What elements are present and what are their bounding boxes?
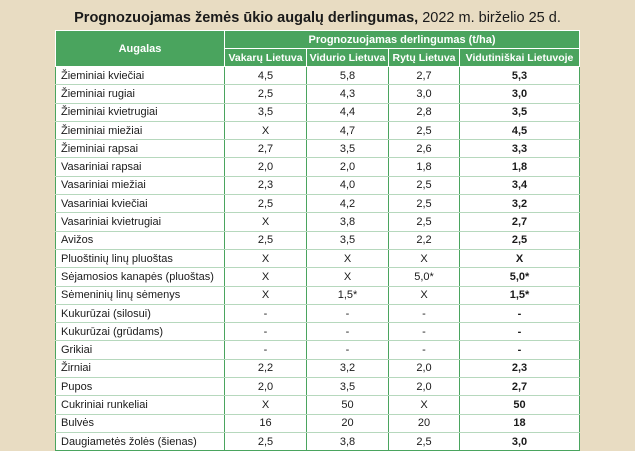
cell-average: 3,0 — [460, 432, 580, 450]
table-row — [56, 121, 580, 139]
cell-central: 4,0 — [307, 176, 389, 194]
cell-east: 2,5 — [389, 195, 460, 213]
cell-west: 3,5 — [225, 103, 307, 121]
cell-central: 4,4 — [307, 103, 389, 121]
cell-west: X — [225, 268, 307, 286]
crop-name: Cukriniai runkeliai — [56, 396, 225, 414]
cell-central: 3,5 — [307, 231, 389, 249]
cell-average: 2,7 — [460, 378, 580, 396]
cell-east: X — [389, 396, 460, 414]
cell-west: X — [225, 213, 307, 231]
cell-average: X — [460, 249, 580, 267]
cell-west: 16 — [225, 414, 307, 432]
cell-central: 2,0 — [307, 158, 389, 176]
cell-east: X — [389, 286, 460, 304]
cell-west: 2,5 — [225, 231, 307, 249]
cell-west: 2,2 — [225, 359, 307, 377]
table-row — [56, 249, 580, 267]
crop-name: Vasariniai miežiai — [56, 176, 225, 194]
cell-east: 2,5 — [389, 213, 460, 231]
cell-central: - — [307, 304, 389, 322]
table-row — [56, 176, 580, 194]
crop-name: Kukurūzai (silosui) — [56, 304, 225, 322]
cell-east: 2,5 — [389, 432, 460, 450]
cell-average: 18 — [460, 414, 580, 432]
cell-average: 3,2 — [460, 195, 580, 213]
table-row — [56, 195, 580, 213]
table-row — [56, 103, 580, 121]
table-row — [56, 85, 580, 103]
crop-name: Sėjamosios kanapės (pluoštas) — [56, 268, 225, 286]
header-average: Vidutiniškai Lietuvoje — [460, 49, 580, 67]
crop-name: Avižos — [56, 231, 225, 249]
header-west: Vakarų Lietuva — [225, 49, 307, 67]
cell-east: 2,8 — [389, 103, 460, 121]
cell-west: 2,5 — [225, 432, 307, 450]
crop-name: Žieminiai kvietrugiai — [56, 103, 225, 121]
crop-name: Žieminiai kviečiai — [56, 67, 225, 85]
cell-average: - — [460, 323, 580, 341]
cell-east: 2,0 — [389, 359, 460, 377]
header-row-top — [56, 31, 580, 49]
table-row — [56, 378, 580, 396]
cell-east: 2,0 — [389, 378, 460, 396]
cell-east: 1,8 — [389, 158, 460, 176]
crop-name: Žieminiai rapsai — [56, 140, 225, 158]
table-row — [56, 231, 580, 249]
table-row — [56, 432, 580, 450]
cell-east: 2,5 — [389, 121, 460, 139]
yield-table-container — [55, 30, 579, 451]
cell-west: - — [225, 304, 307, 322]
cell-average: 3,4 — [460, 176, 580, 194]
cell-central: 3,5 — [307, 140, 389, 158]
cell-average: 1,5* — [460, 286, 580, 304]
cell-east: 2,6 — [389, 140, 460, 158]
title-bold: Prognozuojamas žemės ūkio augalų derlingumas, — [74, 10, 419, 26]
cell-central: 3,8 — [307, 213, 389, 231]
cell-average: 3,0 — [460, 85, 580, 103]
cell-west: 2,5 — [225, 195, 307, 213]
cell-central: - — [307, 341, 389, 359]
cell-east: 20 — [389, 414, 460, 432]
cell-east: - — [389, 341, 460, 359]
cell-west: X — [225, 121, 307, 139]
cell-east: X — [389, 249, 460, 267]
cell-west: 2,0 — [225, 378, 307, 396]
table-row — [56, 140, 580, 158]
crop-name: Sėmeninių linų sėmenys — [56, 286, 225, 304]
cell-west: X — [225, 396, 307, 414]
cell-central: X — [307, 249, 389, 267]
cell-east: 2,5 — [389, 176, 460, 194]
table-row — [56, 268, 580, 286]
table-row — [56, 396, 580, 414]
cell-central: 50 — [307, 396, 389, 414]
cell-west: 2,5 — [225, 85, 307, 103]
cell-central: 4,2 — [307, 195, 389, 213]
cell-central: X — [307, 268, 389, 286]
crop-name: Žieminiai rugiai — [56, 85, 225, 103]
cell-central: 4,7 — [307, 121, 389, 139]
cell-west: 2,0 — [225, 158, 307, 176]
crop-name: Bulvės — [56, 414, 225, 432]
cell-average: 4,5 — [460, 121, 580, 139]
table-row — [56, 359, 580, 377]
cell-central: 4,3 — [307, 85, 389, 103]
title-date: 2022 m. birželio 25 d. — [418, 10, 561, 26]
crop-name: Grikiai — [56, 341, 225, 359]
cell-west: 2,7 — [225, 140, 307, 158]
cell-average: 2,5 — [460, 231, 580, 249]
table-row — [56, 414, 580, 432]
cell-average: 2,7 — [460, 213, 580, 231]
cell-central: - — [307, 323, 389, 341]
header-crop: Augalas — [56, 31, 225, 67]
cell-average: 50 — [460, 396, 580, 414]
cell-average: 3,3 — [460, 140, 580, 158]
cell-east: 3,0 — [389, 85, 460, 103]
cell-west: X — [225, 249, 307, 267]
cell-average: 2,3 — [460, 359, 580, 377]
cell-east: - — [389, 304, 460, 322]
table-row — [56, 158, 580, 176]
cell-central: 1,5* — [307, 286, 389, 304]
cell-average: 3,5 — [460, 103, 580, 121]
cell-west: - — [225, 323, 307, 341]
page-title — [0, 10, 635, 26]
table-row — [56, 341, 580, 359]
cell-average: 5,3 — [460, 67, 580, 85]
cell-average: - — [460, 304, 580, 322]
cell-average: - — [460, 341, 580, 359]
table-row — [56, 323, 580, 341]
cell-average: 5,0* — [460, 268, 580, 286]
yield-table — [55, 30, 580, 451]
crop-name: Vasariniai kvietrugiai — [56, 213, 225, 231]
crop-name: Vasariniai rapsai — [56, 158, 225, 176]
crop-name: Kukurūzai (grūdams) — [56, 323, 225, 341]
cell-east: 2,2 — [389, 231, 460, 249]
cell-average: 1,8 — [460, 158, 580, 176]
crop-name: Pluoštinių linų pluoštas — [56, 249, 225, 267]
crop-name: Vasariniai kviečiai — [56, 195, 225, 213]
cell-west: 4,5 — [225, 67, 307, 85]
header-east: Rytų Lietuva — [389, 49, 460, 67]
cell-central: 3,2 — [307, 359, 389, 377]
table-body — [56, 67, 580, 451]
cell-central: 5,8 — [307, 67, 389, 85]
cell-east: 5,0* — [389, 268, 460, 286]
cell-east: - — [389, 323, 460, 341]
crop-name: Daugiametės žolės (šienas) — [56, 432, 225, 450]
crop-name: Žirniai — [56, 359, 225, 377]
cell-west: 2,3 — [225, 176, 307, 194]
table-row — [56, 286, 580, 304]
cell-central: 3,5 — [307, 378, 389, 396]
crop-name: Žieminiai miežiai — [56, 121, 225, 139]
crop-name: Pupos — [56, 378, 225, 396]
table-row — [56, 67, 580, 85]
cell-central: 3,8 — [307, 432, 389, 450]
header-central: Vidurio Lietuva — [307, 49, 389, 67]
cell-west: X — [225, 286, 307, 304]
header-group: Prognozuojamas derlingumas (t/ha) — [225, 31, 580, 49]
cell-west: - — [225, 341, 307, 359]
cell-central: 20 — [307, 414, 389, 432]
table-row — [56, 304, 580, 322]
table-row — [56, 213, 580, 231]
cell-east: 2,7 — [389, 67, 460, 85]
